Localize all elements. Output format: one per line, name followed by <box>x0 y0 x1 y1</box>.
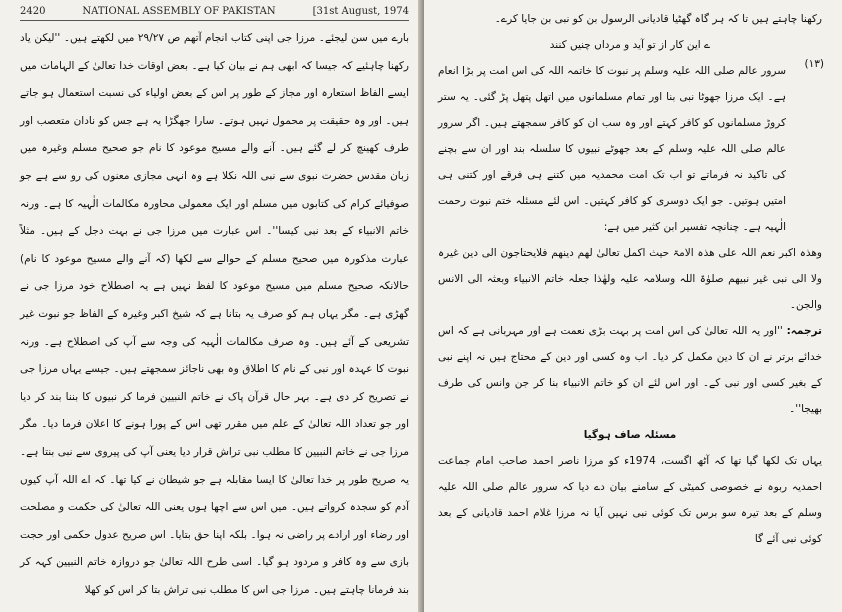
translation <box>438 318 822 422</box>
left-page-body <box>20 25 409 604</box>
section-heading: مسئلہ صاف ہوگیا <box>583 429 677 441</box>
paragraph-number: (۱۳) <box>804 58 824 70</box>
translation-text: ''اور یہ اللہ تعالیٰ کی اس امت پر بہت بڑی نعمت ہے اور مہربانی ہے کہ اس خدائے برتر نے ان کا دین مکمل کر دیا۔ اب وہ کسی اور دین کے محتاج ہیں نہ اپنے نبی کے بغیر کسی اور نبی کے۔ اور اس لئے ان کو خاتم الانبیاء بنا کر جن وانس کی طرف بھیجا''۔ <box>438 325 822 415</box>
left-page-header <box>20 6 409 21</box>
page-number: 2420 <box>20 6 46 17</box>
paragraph-13 <box>438 58 822 240</box>
right-page-body <box>438 6 822 552</box>
arabic-quote: وھذہ اکبر نعم اللہ علی ھذہ الامۃ حیث اکمل تعالیٰ لھم دینھم فلایحتاجون الی دین غیرہ ولا الی نبی غیر نبیھم صلوٰۃ اللہ وسلامہ علیہ ولھٰذا جعلہ خاتم الانبیاء وبعثہ الی الانس والجن۔ <box>438 247 822 311</box>
paragraph-13-text: سرور عالم صلی اللہ علیہ وسلم پر نبوت کا خاتمہ اللہ کی اس امت پر بڑا انعام ہے۔ ایک مرزا جھوٹا نبی بنا اور تمام مسلمانوں میں اتھل پتھل پڑ گئی۔ یہ ستر کروڑ مسلمانوں کو کافر کہتے اور وہ سب ان کو کافر سمجھتے ہیں۔ اگر سرور عالم صلی اللہ علیہ وسلم کے بعد جھوٹے نبیوں کا سلسلہ بند اور ان سے بچنے کی تاکید نہ فرماتے تو اب تک امت محمدیہ میں کتنے ہی فرقے اور کتنی ہی امتیں ہوتیں۔ جو ایک دوسری کو کافر کہتیں۔ اس لئے مسئلہ ختم نبوت رحمت الٰہیہ ہے۔ چنانچہ تفسیر ابن کثیر میں ہے: <box>438 65 786 233</box>
right-page <box>424 0 842 612</box>
header-date: [31st August, 1974 <box>312 6 409 17</box>
intro-line: رکھنا چاہتے ہیں تا کہ ہر گاہ گھٹیا قادیانی الرسول بن کو نبی بن جایا کرے۔ <box>494 13 822 25</box>
closing-paragraph: یہاں تک لکھا گیا تھا کہ آٹھ اگست، 1974ء کو مرزا ناصر احمد صاحب امام جماعت احمدیہ ربوہ نے خصوصی کمیٹی کے سامنے بیان دے دیا کہ سرور عالم صلی اللہ علیہ وسلم کے بعد تیرہ سو برس تک کوئی نبی نہیں آیا نہ مرزا غلام احمد قادیانی کے بعد کوئی نبی آئے گا <box>438 455 822 545</box>
body-paragraph: بارے میں سن لیجئے۔ مرزا جی اپنی کتاب انجام آتھم ص ۲۹/۲۷ میں لکھتے ہیں۔ ''لیکن یاد رکھنا چاہئیے کہ جیسا کہ ابھی ہم نے بیان کیا ہے۔ بعض اوقات خدا تعالیٰ کے الہامات میں ایسے الفاظ استعارہ اور مجاز کے طور پر اس کے بعض اولیاء کی نسبت استعمال ہو جاتے ہیں۔ اور وہ حقیقت پر محمول نہیں ہوتے۔ سارا جھگڑا یہ ہے جس کو نادان متعصب اور طرف کھینچ کر لے گئے ہیں۔ آنے والے مسیح موعود کا نام جو صحیح مسلم وغیرہ میں زبان مقدس حضرت نبوی سے نبی اللہ نکلا ہے وہ انہی مجازی معنوں کی رو سے ہے جو صوفیائے کرام کی کتابوں میں مسلم اور ایک معمولی محاورہ مکالمات الٰہیہ کا ہے۔ ورنہ خاتم الانبیاء کے بعد نبی کیسا''۔ اس عبارت میں مرزا جی نے بہت دجل کے ہیں۔ مثلاً عبارت مذکورہ میں صحیح مسلم کے حوالے سے لکھا (کہ آنے والے مسیح موعود کا نام) حالانکہ صحیح مسلم میں مسیح موعود کا لفظ نہیں ہے یہ اصطلاح خود مرزا جی نے گھڑی ہے۔ مگر یہاں ہم کو صرف یہ بتانا ہے کہ شیخ اکبر وغیرہ کے الفاظ جو نبوت غیر تشریعی کے آئے ہیں۔ وہ صرف مکالمات الٰہیہ کی وجہ سے آپ کی اصطلاح ہے۔ ورنہ نبوت کا عہدہ اور نبی کے نام کا اطلاق وہ بھی ناجائز سمجھتے ہیں۔ جیسے یہاں مرزا جی نے تصریح کر دی ہے۔ بہر حال قرآن پاک نے خاتم النبیین فرما کر نبیوں کا بننا بند کر دیا اور جو تعداد اللہ تعالیٰ کے علم میں مقرر تھی اس کے پورا ہونے کا اعلان فرما دیا۔ مگر مرزا جی نے خاتم النبیین کا مطلب نبی تراش قرار دیا یعنی آپ کی پیروی سے نبی بنتا ہے۔ یہ صریح طور پر خدا تعالیٰ کا ایسا مقابلہ ہے جو شیطان نے کیا تھا۔ کہ اے اللہ آپ کیوں آدم کو سجدہ کرواتے ہیں۔ میں اس سے اچھا ہوں یعنی اللہ تعالیٰ کی حکمت و مصلحت اور رضاء اور ارادے پر راضی نہ ہوا۔ بلکہ اپنا حق بتایا۔ اس صریح عدول حکمی اور حجت بازی سے وہ کافر و مردود ہو گیا۔ اسی طرح اللہ تعالیٰ جو دروازہ خاتم النبیین کہہ کر بند فرمانا چاہتے ہیں۔ مرزا جی اس کا مطلب نبی تراش بتا کر اس کو کھلا <box>20 32 410 596</box>
translation-label: ترجمہ: <box>786 325 822 337</box>
running-head: NATIONAL ASSEMBLY OF PAKISTAN <box>82 6 276 17</box>
persian-verse: ے این کار از تو آید و مرداں چنیں کنند <box>549 39 711 51</box>
